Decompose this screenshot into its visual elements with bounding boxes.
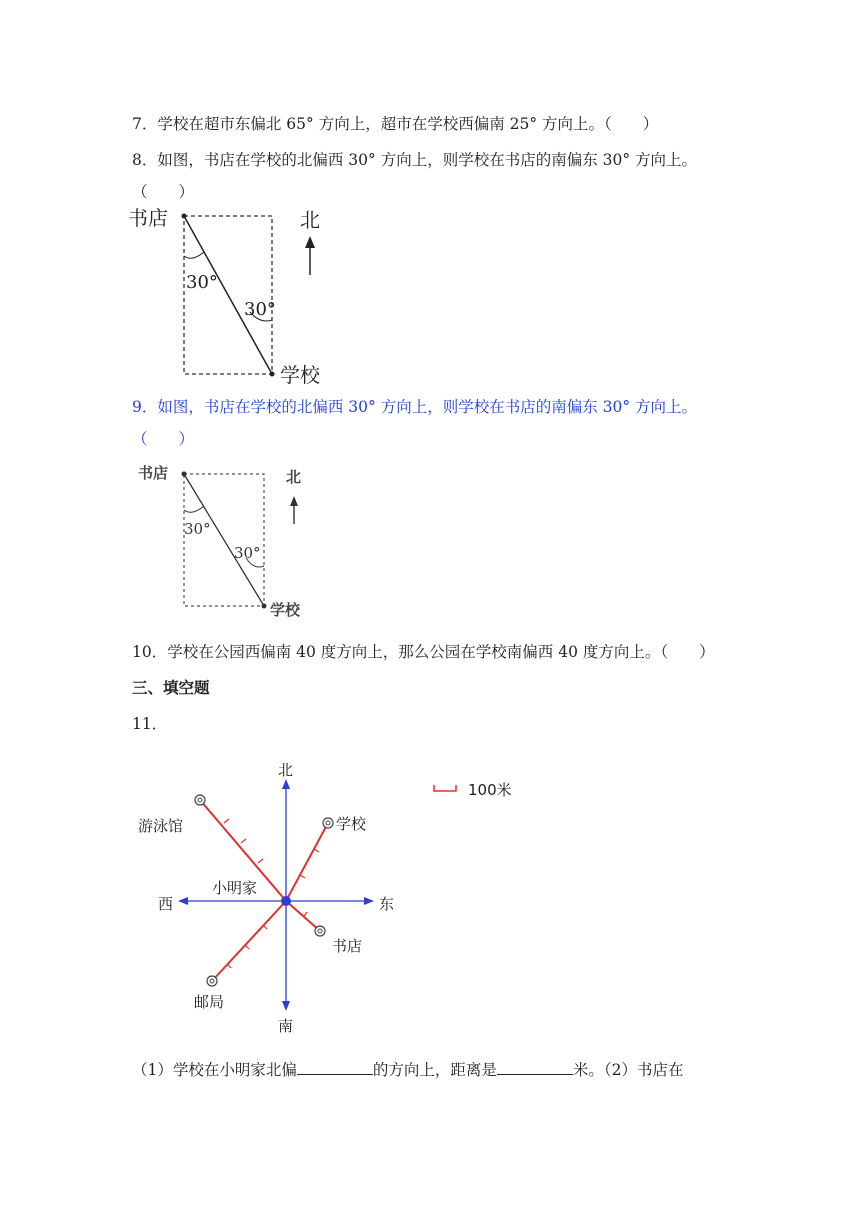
map-south-label: 南 bbox=[278, 1017, 294, 1035]
map-scale-label: 100米 bbox=[468, 781, 512, 799]
fig1-angle-1: 30° bbox=[186, 272, 218, 293]
map-west-label: 西 bbox=[158, 895, 174, 913]
fig1-school-label: 学校 bbox=[280, 363, 320, 387]
question-8: 8．如图，书店在学校的北偏西 30° 方向上，则学校在书店的南偏东 30° 方向上。 bbox=[132, 151, 698, 169]
question-11-part-1 bbox=[132, 1058, 684, 1080]
fig2-bookstore-label: 书店 bbox=[138, 464, 169, 482]
map-school-label: 学校 bbox=[336, 815, 367, 833]
q11-text-c: 米。（2）书店在 bbox=[572, 1061, 684, 1079]
map-pool-label: 游泳馆 bbox=[138, 817, 184, 835]
q11-text-a: （1）学校在小明家北偏 bbox=[132, 1061, 297, 1079]
fig2-north-label: 北 bbox=[286, 468, 302, 486]
q11-text-b: 的方向上，距离是 bbox=[372, 1061, 497, 1079]
question-8-answer-paren: （ ） bbox=[132, 183, 195, 201]
question-10: 10．学校在公园西偏南 40 度方向上，那么公园在学校南偏西 40 度方向上。（ ） bbox=[132, 643, 715, 661]
map-north-label: 北 bbox=[278, 761, 294, 779]
question-9: 9．如图，书店在学校的北偏西 30° 方向上，则学校在书店的南偏东 30° 方向上。 bbox=[132, 398, 698, 416]
question-11-number: 11． bbox=[132, 715, 168, 733]
answer-blank-distance[interactable] bbox=[497, 1060, 573, 1075]
figure-2-diagram bbox=[136, 458, 336, 618]
answer-blank-direction[interactable] bbox=[297, 1060, 373, 1075]
map-east-label: 东 bbox=[379, 895, 395, 913]
fig1-bookstore-label: 书店 bbox=[128, 206, 168, 230]
map-post-label: 邮局 bbox=[194, 993, 225, 1011]
map-bookstore-label: 书店 bbox=[332, 937, 363, 955]
map-diagram bbox=[136, 755, 556, 1045]
map-home-label: 小明家 bbox=[212, 879, 258, 897]
fig2-school-label: 学校 bbox=[270, 601, 301, 619]
fig2-angle-1: 30° bbox=[184, 520, 211, 538]
figure-1-diagram bbox=[128, 200, 338, 390]
question-9-answer-paren: （ ） bbox=[132, 430, 195, 448]
question-7: 7．学校在超市东偏北 65° 方向上，超市在学校西偏南 25° 方向上。（ ） bbox=[132, 115, 659, 133]
fig1-north-label: 北 bbox=[300, 208, 320, 232]
fig1-angle-2: 30° bbox=[244, 299, 276, 320]
fig2-angle-2: 30° bbox=[234, 544, 261, 562]
section-3-title: 三、填空题 bbox=[132, 679, 210, 697]
